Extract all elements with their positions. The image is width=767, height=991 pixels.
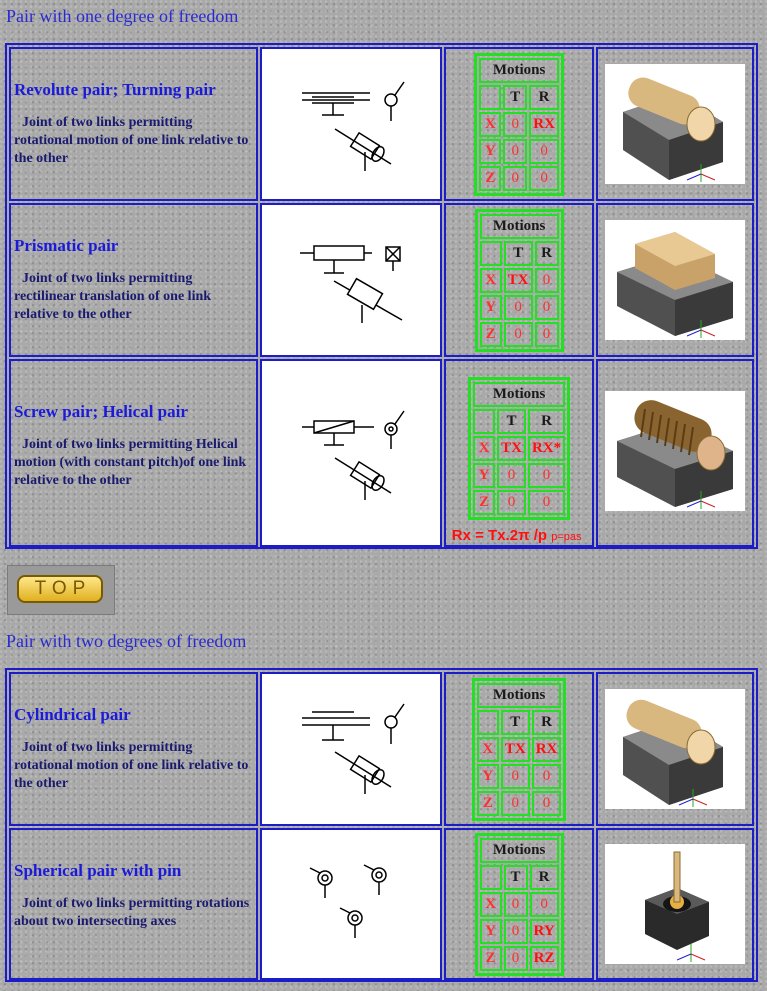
- motions-title: Motions: [479, 58, 559, 83]
- table-row: [9, 828, 754, 980]
- two-dof-table: [5, 668, 758, 982]
- translation-value: TX: [497, 436, 526, 461]
- pair-description-cell: [9, 203, 258, 357]
- axis-label: Z: [479, 166, 501, 191]
- motions-cell: [444, 203, 595, 357]
- pair-text: Joint of two links permitting rectilinear translation of one link relative to the other: [14, 271, 212, 322]
- pair-text: Joint of two links permitting rotational motion of one link relative to the other: [14, 115, 249, 166]
- render-cell: [596, 359, 754, 547]
- render-cell: [596, 203, 754, 357]
- translation-value: 0: [504, 919, 528, 944]
- motions-title: Motions: [480, 214, 559, 239]
- motions-table: [475, 833, 564, 976]
- kinematic-symbol-cell: [260, 203, 442, 357]
- cylindrical-render-image: [605, 689, 745, 809]
- render-cell: [596, 672, 754, 826]
- revolute-symbol-icon: [262, 49, 440, 199]
- motions-corner: [479, 85, 501, 110]
- pair-name: Screw pair; Helical pair: [14, 402, 188, 421]
- motions-corner: [477, 710, 499, 735]
- axis-label: X: [473, 436, 495, 461]
- translation-value: 0: [497, 490, 526, 515]
- rotation-value: 0: [528, 490, 565, 515]
- motions-table: [474, 53, 564, 196]
- motions-col-r: R: [528, 409, 565, 434]
- rotation-value: RY: [530, 919, 559, 944]
- rotation-value: 0: [529, 166, 559, 191]
- prismatic-render-image: [605, 220, 745, 340]
- rotation-value: RX: [532, 737, 562, 762]
- rotation-value: 0: [535, 322, 559, 347]
- motions-col-t: T: [504, 865, 528, 890]
- motions-col-t: T: [501, 710, 530, 735]
- table-row: [9, 359, 754, 547]
- translation-value: 0: [504, 322, 533, 347]
- motions-title: Motions: [477, 683, 562, 708]
- pair-description-cell: [9, 672, 258, 826]
- motions-col-r: R: [535, 241, 559, 266]
- pair-name: Prismatic pair: [14, 236, 119, 255]
- translation-value: 0: [503, 139, 527, 164]
- motions-col-r: R: [530, 865, 559, 890]
- axis-label: X: [479, 112, 501, 137]
- translation-value: 0: [504, 295, 533, 320]
- rotation-value: 0: [529, 139, 559, 164]
- motions-col-r: R: [529, 85, 559, 110]
- axis-label: X: [480, 892, 502, 917]
- table-row: [9, 47, 754, 201]
- spherical-render-image: [605, 844, 745, 964]
- axis-label: Z: [473, 490, 495, 515]
- rotation-value: 0: [530, 892, 559, 917]
- one-dof-table: [5, 43, 758, 549]
- screw-render-image: [605, 391, 745, 511]
- translation-value: TX: [501, 737, 530, 762]
- motions-corner: [480, 865, 502, 890]
- pair-description-cell: [9, 359, 258, 547]
- pair-description-cell: [9, 47, 258, 201]
- translation-value: 0: [501, 791, 530, 816]
- formula-text: Rx = Tx.2π /p: [451, 527, 548, 544]
- cylindrical-symbol-icon: [262, 674, 440, 824]
- axis-label: Y: [479, 139, 501, 164]
- motions-corner: [473, 409, 495, 434]
- axis-label: Y: [480, 919, 502, 944]
- screw-symbol-icon: [262, 361, 440, 545]
- pair-name: Revolute pair; Turning pair: [14, 80, 216, 99]
- motions-cell: [444, 47, 595, 201]
- axis-label: X: [480, 268, 502, 293]
- top-button-label: TOP: [17, 575, 103, 603]
- pair-text: Joint of two links permitting rotations about two intersecting axes: [14, 896, 250, 929]
- motions-table: [468, 377, 570, 520]
- motions-col-t: T: [497, 409, 526, 434]
- kinematic-symbol-cell: [260, 828, 442, 980]
- section-heading-one-dof: Pair with one degree of freedom: [6, 6, 239, 26]
- pair-name: Spherical pair with pin: [14, 861, 182, 880]
- pair-name: Cylindrical pair: [14, 705, 131, 724]
- pitch-formula: [452, 527, 582, 544]
- motions-cell: [444, 672, 595, 826]
- pair-text: Joint of two links permitting rotational motion of one link relative to the other: [14, 740, 249, 791]
- motions-title: Motions: [480, 838, 559, 863]
- top-button[interactable]: [7, 565, 115, 615]
- revolute-render-image: [605, 64, 745, 184]
- rotation-value: 0: [535, 295, 559, 320]
- translation-value: 0: [497, 463, 526, 488]
- table-row: [9, 672, 754, 826]
- kinematic-symbol-cell: [260, 359, 442, 547]
- kinematic-symbol-cell: [260, 47, 442, 201]
- axis-label: Z: [480, 322, 502, 347]
- motions-cell: [444, 359, 595, 547]
- section-heading-two-dof: Pair with two degrees of freedom: [6, 631, 247, 651]
- rotation-value: 0: [532, 791, 562, 816]
- rotation-value: 0: [528, 463, 565, 488]
- render-cell: [596, 828, 754, 980]
- rotation-value: RX: [529, 112, 559, 137]
- formula-note: p=pas: [551, 531, 582, 543]
- translation-value: 0: [504, 946, 528, 971]
- translation-value: 0: [503, 166, 527, 191]
- motions-title: Motions: [473, 382, 565, 407]
- motions-table: [472, 678, 567, 821]
- pair-text: Joint of two links permitting Helical motion (with constant pitch)of one link relative to the other: [14, 437, 247, 488]
- translation-value: 0: [503, 112, 527, 137]
- motions-col-t: T: [503, 85, 527, 110]
- rotation-value: 0: [532, 764, 562, 789]
- pair-description-cell: [9, 828, 258, 980]
- spherical-symbol-icon: [262, 830, 440, 978]
- table-row: [9, 203, 754, 357]
- render-cell: [596, 47, 754, 201]
- motions-corner: [480, 241, 502, 266]
- rotation-value: RZ: [530, 946, 559, 971]
- axis-label: Y: [477, 764, 499, 789]
- axis-label: Y: [473, 463, 495, 488]
- axis-label: X: [477, 737, 499, 762]
- axis-label: Y: [480, 295, 502, 320]
- motions-cell: [444, 828, 595, 980]
- translation-value: 0: [504, 892, 528, 917]
- prismatic-symbol-icon: [262, 205, 440, 355]
- rotation-value: RX*: [528, 436, 565, 461]
- motions-table: [475, 209, 564, 352]
- axis-label: Z: [477, 791, 499, 816]
- motions-col-t: T: [504, 241, 533, 266]
- kinematic-symbol-cell: [260, 672, 442, 826]
- axis-label: Z: [480, 946, 502, 971]
- rotation-value: 0: [535, 268, 559, 293]
- translation-value: 0: [501, 764, 530, 789]
- motions-col-r: R: [532, 710, 562, 735]
- translation-value: TX: [504, 268, 533, 293]
